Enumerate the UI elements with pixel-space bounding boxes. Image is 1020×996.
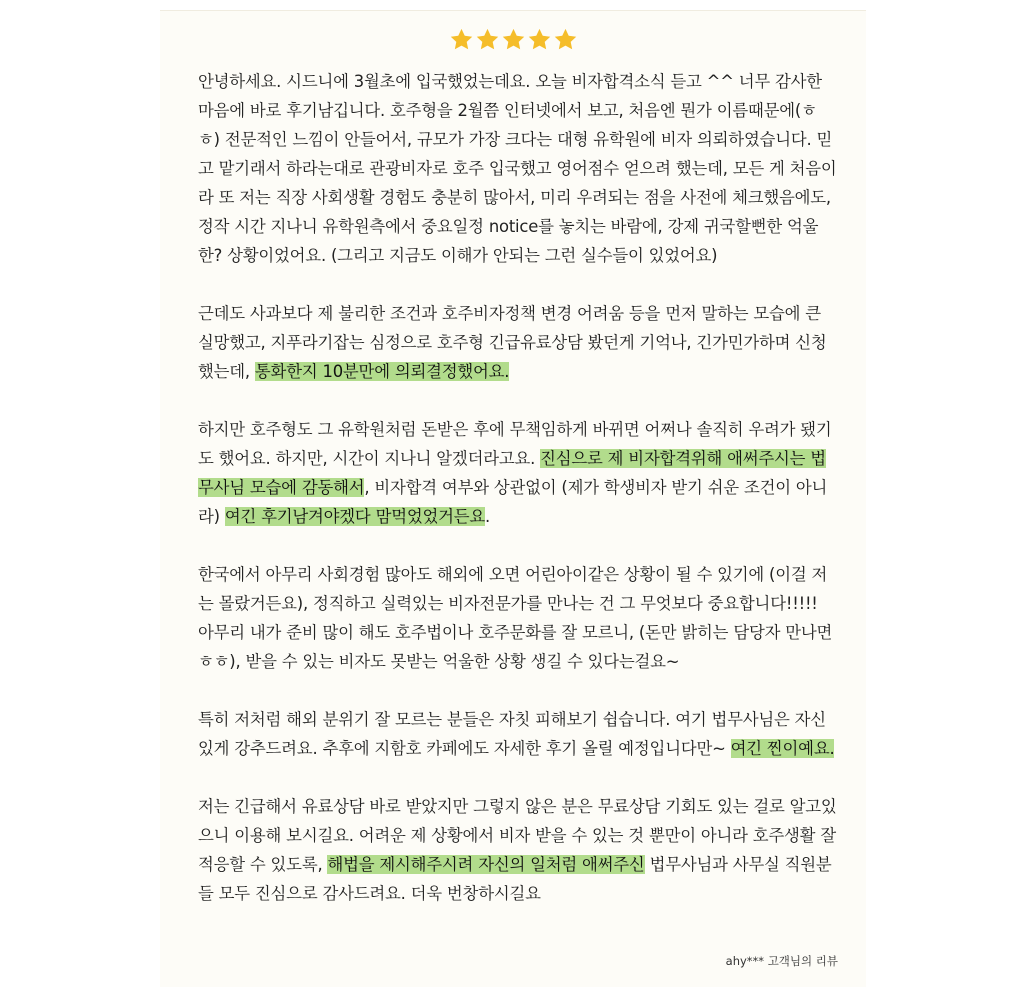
review-text: 한국에서 아무리 사회경험 많아도 해외에 오면 어린아이같은 상황이 될 수 있기에 (이걸 저는 몰랐거든요), 정직하고 실력있는 비자전문가를 만나는 건 그 무엇보다 중요합니다!!!!! 아무리 내가 준비 많이 해도 호주법이나 호주문화를 잘 모르니, (돈만 밝히는 담당자 만나면ㅎㅎ), 받을 수 있는 비자도 못받는 억울한 상황 생길 수 있다는걸요~: [198, 565, 833, 671]
star-icon: [527, 27, 552, 52]
highlighted-text: 여긴 후기남겨야겠다 맘먹었었거든요: [224, 507, 485, 526]
review-text: , 비자합격 여부와 상관없이 (제가 학생비자 받기 쉬운 조건이 아니라): [198, 478, 828, 526]
star-icon: [501, 27, 526, 52]
review-paragraph: [198, 67, 838, 270]
review-author: ahy*** 고객님의 리뷰: [725, 954, 838, 968]
review-paragraph: [198, 299, 838, 386]
review-paragraph: [198, 415, 838, 531]
review-paragraph: [198, 560, 838, 676]
star-rating: [449, 27, 579, 55]
highlighted-text: 해법을 제시해주시려 자신의 일처럼 애써주신: [327, 855, 645, 874]
review-text: 특히 저처럼 해외 분위기 잘 모르는 분들은 자칫 피해보기 쉽습니다. 여기 법무사님은 자신있게 강추드려요. 추후에 지함호 카페에도 자세한 후기 올릴 예정입니다만~: [198, 710, 826, 758]
star-icon: [449, 27, 474, 52]
review-paragraph: [198, 705, 838, 763]
highlighted-text: 통화한지 10분만에 의뢰결정했어요.: [254, 362, 510, 381]
star-icon: [553, 27, 578, 52]
review-text: .: [485, 507, 491, 526]
review-text: 저는 긴급해서 유료상담 바로 받았지만 그렇지 않은 분은 무료상담 기회도 있는 걸로 알고있으니 이용해 보시길요. 어려운 제 상황에서 비자 받을 수 있는 것 뿐만이 아니라 호주생활 잘 적응할 수 있도록,: [198, 797, 837, 874]
highlighted-text: 여긴 찐이예요.: [730, 739, 835, 758]
star-icon: [475, 27, 500, 52]
review-card: [160, 10, 866, 987]
review-text: 안녕하세요. 시드니에 3월초에 입국했었는데요. 오늘 비자합격소식 듣고 ^^ 너무 감사한 마음에 바로 후기남깁니다. 호주형을 2월쯤 인터넷에서 보고, 처음엔 뭔가 이름때문에(ㅎㅎ) 전문적인 느낌이 안들어서, 규모가 가장 크다는 대형 유학원에 비자 의뢰하였습니다. 믿고 맡기래서 하라는대로 관광비자로 호주 입국했고 영어점수 얻으려 했는데, 모든 게 처음이라 또 저는 직장 사회생활 경험도 충분히 많아서, 미리 우려되는 점을 사전에 체크했음에도, 정작 시간 지나니 유학원측에서 중요일정 notice를 놓치는 바람에, 강제 귀국할뻔한 억울한? 상황이었어요. (그리고 지금도 이해가 안되는 그런 실수들이 있었어요): [198, 72, 837, 265]
review-body: [198, 67, 838, 937]
highlighted-text: 진심으로 제 비자합격위해 애써주시는 법무사님 모습에 감동해서: [198, 449, 826, 497]
review-text: 법무사님과 사무실 직원분들 모두 진심으로 감사드려요. 더욱 번창하시길요: [198, 855, 832, 903]
review-text: 근데도 사과보다 제 불리한 조건과 호주비자정책 변경 어려움 등을 먼저 말하는 모습에 큰 실망했고, 지푸라기잡는 심정으로 호주형 긴급유료상담 봤던게 기억나, 긴가민가하며 신청했는데,: [198, 304, 827, 381]
review-paragraph: [198, 792, 838, 908]
review-text: 하지만 호주형도 그 유학원처럼 돈받은 후에 무책임하게 바뀌면 어쩌나 솔직히 우려가 됐기도 했어요. 하지만, 시간이 지나니 알겠더라고요.: [198, 420, 832, 468]
